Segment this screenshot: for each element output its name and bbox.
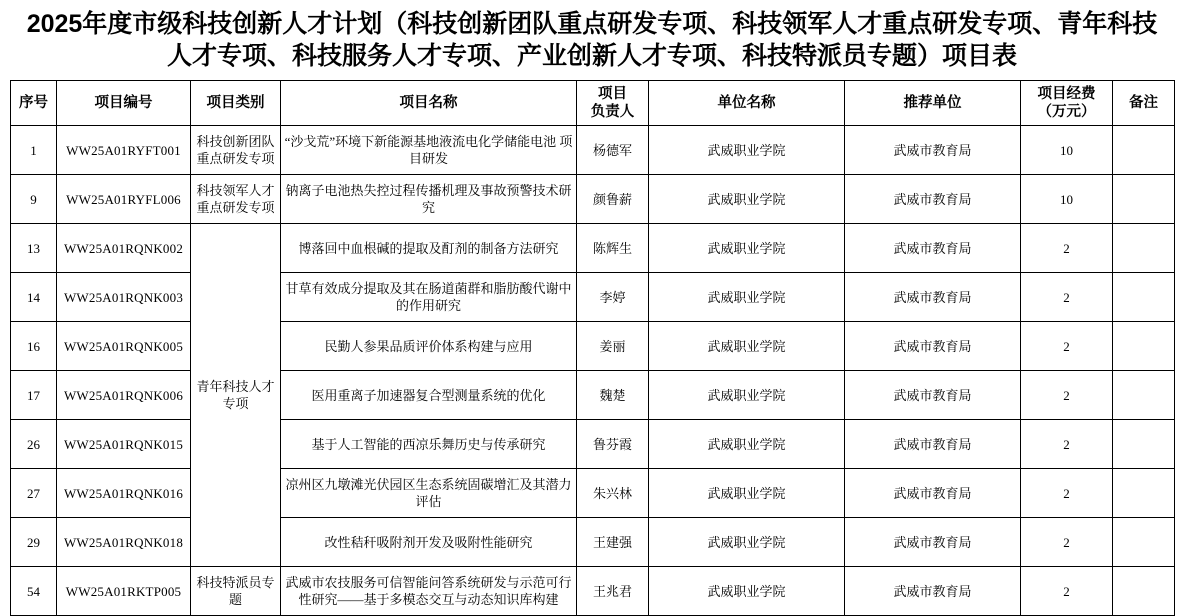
table-row [11,420,1175,469]
cell-person: 颜鲁薪 [577,175,649,224]
table-row [11,469,1175,518]
cell-person: 姜丽 [577,322,649,371]
cell-unit: 武威职业学院 [649,273,845,322]
cell-name: 凉州区九墩滩光伏园区生态系统固碳增汇及其潜力评估 [281,469,577,518]
cell-name: “沙戈荒”环境下新能源基地液流电化学储能电池 项目研发 [281,126,577,175]
cell-note [1113,518,1175,567]
cell-unit: 武威职业学院 [649,126,845,175]
cell-code: WW25A01RQNK018 [57,518,191,567]
cell-fund: 2 [1021,420,1113,469]
cell-code: WW25A01RYFL006 [57,175,191,224]
table-row [11,224,1175,273]
cell-code: WW25A01RQNK016 [57,469,191,518]
cell-name: 改性秸秆吸附剂开发及吸附性能研究 [281,518,577,567]
cell-person: 鲁芬霞 [577,420,649,469]
cell-unit: 武威职业学院 [649,175,845,224]
cell-code: WW25A01RQNK003 [57,273,191,322]
table-row [11,322,1175,371]
cell-fund: 2 [1021,567,1113,616]
cell-unit: 武威职业学院 [649,469,845,518]
cell-category: 青年科技人才专项 [191,224,281,567]
column-header-category: 项目类别 [191,81,281,126]
cell-note [1113,567,1175,616]
column-header-unit: 单位名称 [649,81,845,126]
column-header-code: 项目编号 [57,81,191,126]
cell-person: 陈辉生 [577,224,649,273]
table-row [11,126,1175,175]
cell-code: WW25A01RQNK015 [57,420,191,469]
cell-seq: 29 [11,518,57,567]
cell-category: 科技创新团队重点研发专项 [191,126,281,175]
cell-code: WW25A01RQNK005 [57,322,191,371]
cell-person: 王兆君 [577,567,649,616]
cell-fund: 2 [1021,518,1113,567]
cell-recommender: 武威市教育局 [845,420,1021,469]
cell-recommender: 武威市教育局 [845,469,1021,518]
cell-recommender: 武威市教育局 [845,126,1021,175]
cell-unit: 武威职业学院 [649,567,845,616]
cell-seq: 1 [11,126,57,175]
cell-recommender: 武威市教育局 [845,175,1021,224]
cell-note [1113,273,1175,322]
column-header-fund-line1: 项目经费 [1037,86,1096,102]
cell-note [1113,420,1175,469]
column-header-person [577,81,649,126]
cell-unit: 武威职业学院 [649,371,845,420]
column-header-person-line1: 项目 [598,86,627,102]
cell-note [1113,224,1175,273]
cell-seq: 27 [11,469,57,518]
cell-unit: 武威职业学院 [649,322,845,371]
cell-name: 钠离子电池热失控过程传播机理及事故预警技术研究 [281,175,577,224]
cell-name: 甘草有效成分提取及其在肠道菌群和脂肪酸代谢中的作用研究 [281,273,577,322]
cell-recommender: 武威市教育局 [845,273,1021,322]
cell-seq: 16 [11,322,57,371]
column-header-recommender: 推荐单位 [845,81,1021,126]
table-row [11,371,1175,420]
cell-category: 科技特派员专题 [191,567,281,616]
cell-recommender: 武威市教育局 [845,224,1021,273]
cell-fund: 2 [1021,224,1113,273]
cell-name: 博落回中血根碱的提取及酊剂的制备方法研究 [281,224,577,273]
cell-fund: 2 [1021,371,1113,420]
cell-seq: 17 [11,371,57,420]
cell-seq: 9 [11,175,57,224]
cell-unit: 武威职业学院 [649,224,845,273]
cell-note [1113,469,1175,518]
cell-seq: 14 [11,273,57,322]
table-header-row [11,81,1175,126]
cell-recommender: 武威市教育局 [845,322,1021,371]
cell-unit: 武威职业学院 [649,420,845,469]
cell-person: 杨德军 [577,126,649,175]
cell-note [1113,175,1175,224]
column-header-seq: 序号 [11,81,57,126]
cell-name: 基于人工智能的西凉乐舞历史与传承研究 [281,420,577,469]
cell-note [1113,126,1175,175]
column-header-note: 备注 [1113,81,1175,126]
cell-seq: 26 [11,420,57,469]
cell-category: 科技领军人才重点研发专项 [191,175,281,224]
cell-code: WW25A01RYFT001 [57,126,191,175]
cell-unit: 武威职业学院 [649,518,845,567]
cell-recommender: 武威市教育局 [845,371,1021,420]
cell-code: WW25A01RQNK006 [57,371,191,420]
cell-recommender: 武威市教育局 [845,518,1021,567]
table-row [11,567,1175,616]
cell-name: 医用重离子加速器复合型测量系统的优化 [281,371,577,420]
cell-seq: 54 [11,567,57,616]
projects-table [10,80,1175,616]
cell-name: 武威市农技服务可信智能问答系统研发与示范可行性研究——基于多模态交互与动态知识库构建 [281,567,577,616]
cell-note [1113,371,1175,420]
cell-person: 魏楚 [577,371,649,420]
cell-fund: 10 [1021,175,1113,224]
page-title: 2025年度市级科技创新人才计划（科技创新团队重点研发专项、科技领军人才重点研发专项、青年科技人才专项、科技服务人才专项、产业创新人才专项、科技特派员专题）项目表 [26,10,1158,70]
column-header-name: 项目名称 [281,81,577,126]
cell-person: 李婷 [577,273,649,322]
cell-note [1113,322,1175,371]
cell-recommender: 武威市教育局 [845,567,1021,616]
cell-person: 王建强 [577,518,649,567]
table-row [11,273,1175,322]
cell-fund: 2 [1021,322,1113,371]
cell-fund: 2 [1021,273,1113,322]
table-row [11,175,1175,224]
cell-fund: 10 [1021,126,1113,175]
cell-code: WW25A01RQNK002 [57,224,191,273]
cell-person: 朱兴林 [577,469,649,518]
column-header-fund-line2: （万元） [1037,104,1096,120]
cell-seq: 13 [11,224,57,273]
column-header-fund [1021,81,1113,126]
cell-name: 民勤人参果品质评价体系构建与应用 [281,322,577,371]
cell-fund: 2 [1021,469,1113,518]
cell-code: WW25A01RKTP005 [57,567,191,616]
table-row [11,518,1175,567]
column-header-person-line2: 负责人 [590,104,635,120]
